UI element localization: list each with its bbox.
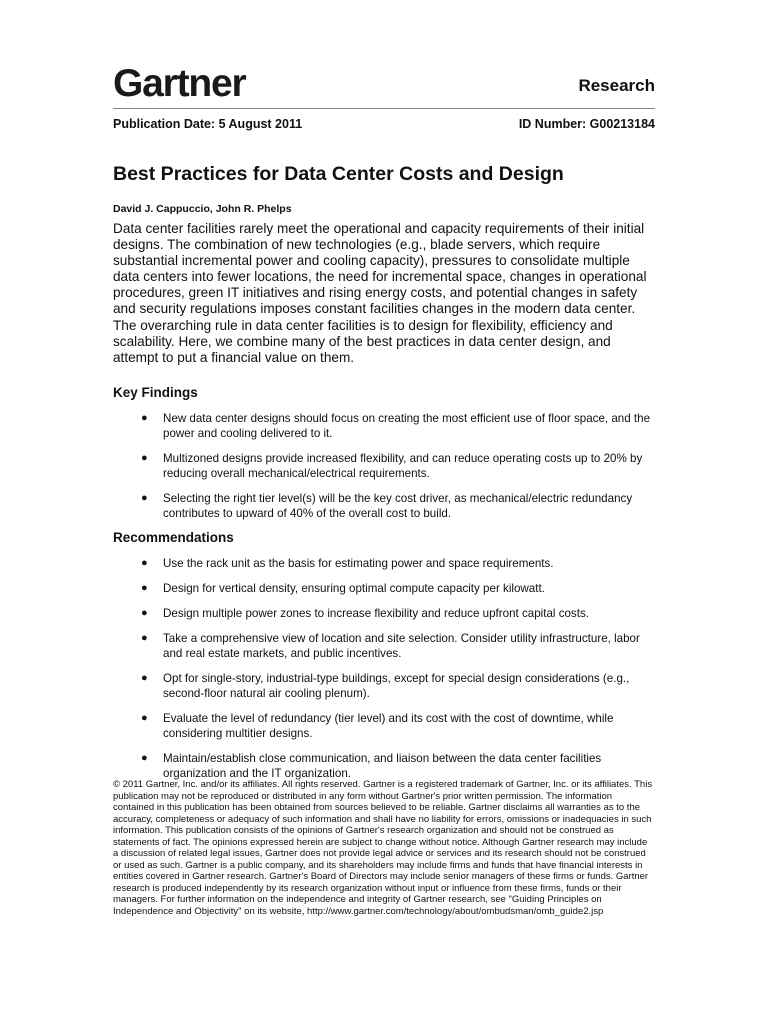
list-item-text: Selecting the right tier level(s) will be the key cost driver, as mechanical/electric redundancy contributes to upward of 40% of the overall cost to build. <box>163 492 633 520</box>
list-item <box>113 671 655 701</box>
list-item <box>113 411 655 441</box>
bullet-icon: ● <box>141 557 148 569</box>
id-number: ID Number: G00213184 <box>518 117 655 131</box>
list-item <box>113 606 655 621</box>
bullet-icon: ● <box>141 582 148 594</box>
recommendations-list <box>113 556 655 791</box>
gartner-logo: Gartner <box>113 62 246 105</box>
list-item-text: Multizoned designs provide increased flexibility, and can reduce operating costs up to 20% by reducing overall mechanical/electrical requirements. <box>163 452 643 480</box>
research-label: Research <box>578 76 655 95</box>
bullet-icon: ● <box>141 632 148 644</box>
key-findings-list <box>113 411 655 531</box>
list-item <box>113 556 655 571</box>
recommendations-heading: Recommendations <box>113 530 234 545</box>
bullet-icon: ● <box>141 412 148 424</box>
list-item-text: Opt for single-story, industrial-type buildings, except for special design considerations (e.g., second-floor natural air cooling plenum). <box>163 672 630 700</box>
bullet-icon: ● <box>141 607 148 619</box>
brand-row <box>113 62 655 106</box>
intro-paragraph: Data center facilities rarely meet the operational and capacity requirements of their initial designs. The combination of new technologies (e.g., blade servers, which require substantial incremental power and cooling capacity), pressures to consolidate multiple data centers into fewer locations, the need for incremental space, changes in operational procedures, green IT initiatives and rising energy costs, and potential changes in safety and security regulations imposes constant facilities changes in the modern data center. The overarching rule in data center facilities is to design for flexibility, efficiency and scalability. Here, we combine many of the best practices in data center design, and attempt to put a financial value on them. <box>113 221 647 365</box>
list-item <box>113 751 655 781</box>
list-item <box>113 491 655 521</box>
list-item <box>113 631 655 661</box>
bullet-icon: ● <box>141 712 148 724</box>
list-item <box>113 451 655 481</box>
bullet-icon: ● <box>141 752 148 764</box>
document-title: Best Practices for Data Center Costs and Design <box>113 163 564 185</box>
list-item-text: Take a comprehensive view of location and site selection. Consider utility infrastructure, labor and real estate markets, and public incentives. <box>163 632 640 660</box>
list-item-text: Maintain/establish close communication, and liaison between the data center facilities organization and the IT organization. <box>163 752 602 780</box>
list-item-text: Evaluate the level of redundancy (tier level) and its cost with the cost of downtime, while considering multitier designs. <box>163 712 614 740</box>
list-item-text: Design for vertical density, ensuring optimal compute capacity per kilowatt. <box>163 582 545 595</box>
list-item <box>113 711 655 741</box>
bullet-icon: ● <box>141 452 148 464</box>
bullet-icon: ● <box>141 672 148 684</box>
header-divider <box>113 108 655 109</box>
copyright-notice: © 2011 Gartner, Inc. and/or its affiliates. All rights reserved. Gartner is a registered trademark of Gartner, Inc. or its affiliates. This publication may not be reproduced or distributed in any form without Gartner's prior written permission. The information contained in this publication has been obtained from sources believed to be reliable. Gartner disclaims all warranties as to the accuracy, completeness or adequacy of such information and shall have no liability for errors, omissions or inadequacies in such information. This publication consists of the opinions of Gartner's research organization and should not be construed as statements of fact. The opinions expressed herein are subject to change without notice. Although Gartner research may include a discussion of related legal issues, Gartner does not provide legal advice or services and its research should not be construed or used as such. Gartner is a public company, and its shareholders may include firms and funds that have financial interests in entities covered in Gartner research. Gartner's Board of Directors may include senior managers of these firms or funds. Gartner research is produced independently by its research organization without input or influence from these firms, funds or their managers. For further information on the independence and integrity of Gartner research, see "Guiding Principles on Independence and Objectivity" on its website, http://www.gartner.com/technology/about/ombudsman/omb_guide2.jsp <box>113 779 653 917</box>
bullet-icon: ● <box>141 492 148 504</box>
list-item-text: Use the rack unit as the basis for estimating power and space requirements. <box>163 557 554 570</box>
list-item <box>113 581 655 596</box>
key-findings-heading: Key Findings <box>113 385 198 400</box>
list-item-text: New data center designs should focus on creating the most efficient use of floor space, and the power and cooling delivered to it. <box>163 412 651 440</box>
list-item-text: Design multiple power zones to increase flexibility and reduce upfront capital costs. <box>163 607 589 620</box>
publication-date: Publication Date: 5 August 2011 <box>113 117 303 131</box>
authors: David J. Cappuccio, John R. Phelps <box>113 203 292 215</box>
